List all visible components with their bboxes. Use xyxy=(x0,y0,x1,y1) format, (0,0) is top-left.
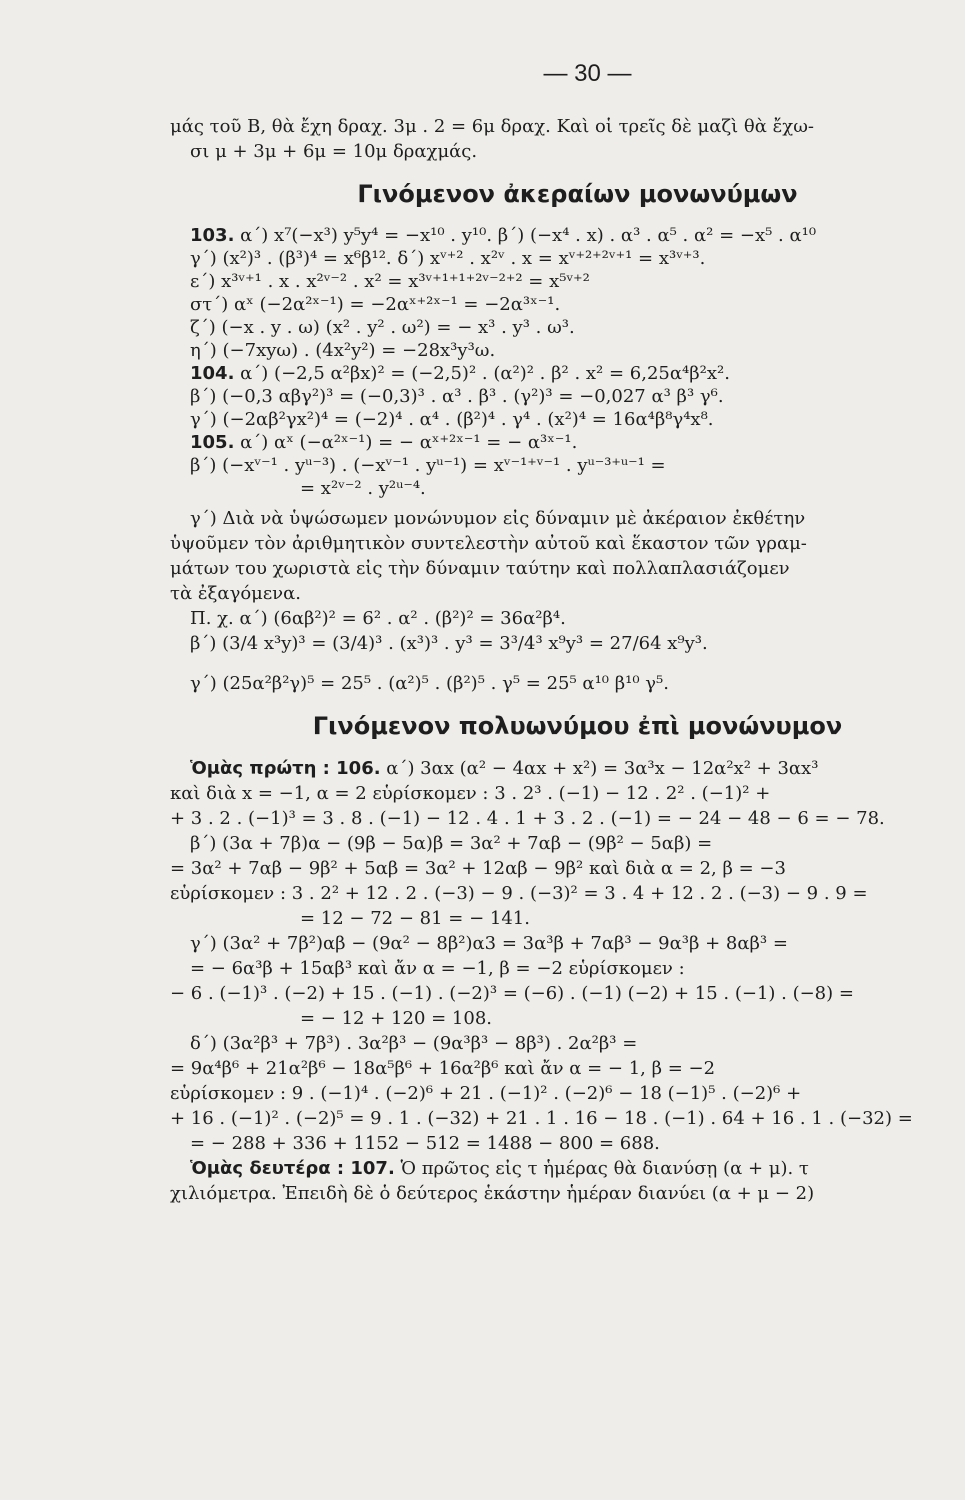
equation-text: ζ΄) (−x . y . ω) (x² . y² . ω²) = − x³ . y³ . ω³. xyxy=(190,317,575,338)
exercise-number: 103. xyxy=(190,225,235,246)
equation-text: γ΄) (−2αβ²γx²)⁴ = (−2)⁴ . α⁴ . (β²)⁴ . γ⁴ . (x²)⁴ = 16α⁴β⁸γ⁴x⁸. xyxy=(190,409,714,430)
equation-line xyxy=(170,831,925,856)
equation-line xyxy=(170,477,925,500)
equation-text: = 9α⁴β⁶ + 21α²β⁶ − 18α⁵β⁶ + 16α²β⁶ καὶ ἄν α = − 1, β = −2 xyxy=(170,1058,716,1079)
paragraph-line: μάτων του χωριστὰ εἰς τὴν δύναμιν ταύτην καὶ πολλαπλασιάζομεν xyxy=(170,558,790,579)
paragraph-line: γ΄) Διὰ νὰ ὑψώσωμεν μονώνυμον εἰς δύναμιν μὲ ἀκέραιον ἐκθέτην xyxy=(190,508,806,529)
group-label: Ὁμὰς δευτέρα : 107. xyxy=(190,1158,395,1179)
exercise-block-106-107 xyxy=(170,756,925,1206)
equation-line xyxy=(170,1031,925,1056)
equation-text: + 16 . (−1)² . (−2)⁵ = 9 . 1 . (−32) + 21 . 1 . 16 − 18 . (−1) . 64 + 16 . 1 . (−32) = xyxy=(170,1108,913,1129)
equation-line xyxy=(170,408,925,431)
equation-text: = 12 − 72 − 81 = − 141. xyxy=(300,908,530,929)
equation-line xyxy=(170,931,925,956)
examples-block xyxy=(170,606,925,696)
equation-text: γ΄) (x²)³ . (β³)⁴ = x⁶β¹². δ΄) xᵛ⁺² . x²ᵛ . x = xᵛ⁺²⁺²ᵛ⁺¹ = x³ᵛ⁺³. xyxy=(190,248,706,269)
equation-line xyxy=(170,781,925,806)
equation-text: δ΄) (3α²β³ + 7β³) . 3α²β³ − (9α³β³ − 8β³) . 2α²β³ = xyxy=(190,1033,638,1054)
exercise-number: 104. xyxy=(190,363,235,384)
equation-line xyxy=(170,431,925,454)
equation-text: = − 6α³β + 15αβ³ καὶ ἄν α = −1, β = −2 εὑρίσκομεν : xyxy=(190,958,685,979)
intro-line-2: σι μ + 3μ + 6μ = 10μ δραχμάς. xyxy=(190,141,478,162)
page-number: — 30 — xyxy=(543,60,632,87)
section-heading-polynomial: Γινόμενον πολυωνύμου ἐπὶ μονώνυμον xyxy=(312,712,843,740)
equation-text: = − 12 + 120 = 108. xyxy=(300,1008,492,1029)
equation-text: Ὁ πρῶτος εἰς τ ἡμέρας θὰ διανύσῃ (α + μ). τ xyxy=(394,1158,809,1179)
equation-text: α΄) (−2,5 α²βx)² = (−2,5)² . (α²)² . β² . x² = 6,25α⁴β²x². xyxy=(234,363,730,384)
equation-line xyxy=(170,756,925,781)
example-line: Π. χ. α΄) (6αβ²)² = 6² . α² . (β²)² = 36α²β⁴. xyxy=(190,608,566,629)
equation-line xyxy=(170,339,925,362)
equation-line xyxy=(170,956,925,981)
equation-line xyxy=(170,385,925,408)
equation-text: καὶ διὰ x = −1, α = 2 εὑρίσκομεν : 3 . 2³ . (−1) − 12 . 2² . (−1)² + xyxy=(170,783,771,804)
equation-line xyxy=(170,881,925,906)
intro-line-1: μάς τοῦ Β, θὰ ἔχη δραχ. 3μ . 2 = 6μ δραχ. Καὶ οἱ τρεῖς δὲ μαζὶ θὰ ἔχω- xyxy=(170,116,814,137)
equation-text: + 3 . 2 . (−1)³ = 3 . 8 . (−1) − 12 . 4 . 1 + 3 . 2 . (−1) = − 24 − 48 − 6 = − 78. xyxy=(170,808,885,829)
equation-text: στ΄) αˣ (−2α²ˣ⁻¹) = −2αˣ⁺²ˣ⁻¹ = −2α³ˣ⁻¹. xyxy=(190,294,561,315)
equation-line xyxy=(170,981,925,1006)
equation-text: α΄) x⁷(−x³) y⁵y⁴ = −x¹⁰ . y¹⁰. β΄) (−x⁴ . x) . α³ . α⁵ . α² = −x⁵ . α¹⁰ xyxy=(234,225,817,246)
equation-line xyxy=(170,247,925,270)
equation-line xyxy=(170,1006,925,1031)
equation-line xyxy=(170,1156,925,1181)
equation-text: εὑρίσκομεν : 9 . (−1)⁴ . (−2)⁶ + 21 . (−1)² . (−2)⁶ − 18 (−1)⁵ . (−2)⁶ + xyxy=(170,1083,802,1104)
group-label: Ὁμὰς πρώτη : 106. xyxy=(190,758,381,779)
equation-line xyxy=(170,270,925,293)
example-line: β΄) (3/4 x³y)³ = (3/4)³ . (x³)³ . y³ = 3³/4³ x⁹y³ = 27/64 x⁹y³. xyxy=(190,633,708,654)
exercise-block-103-105 xyxy=(170,224,925,500)
equation-line xyxy=(170,856,925,881)
equation-line xyxy=(170,1181,925,1206)
equation-line xyxy=(170,224,925,247)
equation-text: = − 288 + 336 + 1152 − 512 = 1488 − 800 = 688. xyxy=(190,1133,660,1154)
equation-line xyxy=(170,1056,925,1081)
equation-line xyxy=(170,1081,925,1106)
equation-line xyxy=(170,454,925,477)
equation-line xyxy=(170,806,925,831)
exercise-number: 105. xyxy=(190,432,235,453)
equation-line xyxy=(170,1131,925,1156)
equation-text: β΄) (3α + 7β)α − (9β − 5α)β = 3α² + 7αβ − (9β² − 5αβ) = xyxy=(190,833,713,854)
equation-text: − 6 . (−1)³ . (−2) + 15 . (−1) . (−2)³ = (−6) . (−1) (−2) + 15 . (−1) . (−8) = xyxy=(170,983,854,1004)
equation-text: η΄) (−7xyω) . (4x²y²) = −28x³y³ω. xyxy=(190,340,496,361)
example-line: γ΄) (25α²β²γ)⁵ = 25⁵ . (α²)⁵ . (β²)⁵ . γ⁵ = 25⁵ α¹⁰ β¹⁰ γ⁵. xyxy=(190,673,669,694)
equation-line xyxy=(170,293,925,316)
paragraph-line: τὰ ἐξαγόμενα. xyxy=(170,583,302,604)
paragraph-line: ὑψοῦμεν τὸν ἀριθμητικὸν συντελεστὴν αὐτοῦ καὶ ἕκαστον τῶν γραμ- xyxy=(170,533,807,554)
rule-paragraph xyxy=(170,506,925,606)
equation-text: α΄) αˣ (−α²ˣ⁻¹) = − αˣ⁺²ˣ⁻¹ = − α³ˣ⁻¹. xyxy=(234,432,578,453)
equation-text: = x²ᵛ⁻² . y²ᵘ⁻⁴. xyxy=(300,478,426,499)
equation-text: εὑρίσκομεν : 3 . 2² + 12 . 2 . (−3) − 9 . (−3)² = 3 . 4 + 12 . 2 . (−3) − 9 . 9 = xyxy=(170,883,868,904)
equation-line xyxy=(170,906,925,931)
equation-line xyxy=(170,1106,925,1131)
section-heading-monomials: Γινόμενον ἀκεραίων μονωνύμων xyxy=(357,180,798,208)
equation-text: ε΄) x³ᵛ⁺¹ . x . x²ᵛ⁻² . x² = x³ᵛ⁺¹⁺¹⁺²ᵛ⁻²⁺² = x⁵ᵛ⁺² xyxy=(190,271,590,292)
equation-text: χιλιόμετρα. Ἐπειδὴ δὲ ὁ δεύτερος ἑκάστην ἡμέραν διανύει (α + μ − 2) xyxy=(170,1183,815,1204)
equation-text: α΄) 3αx (α² − 4αx + x²) = 3α³x − 12α²x² + 3αx³ xyxy=(380,758,819,779)
equation-line xyxy=(170,316,925,339)
equation-text: β΄) (−xᵛ⁻¹ . yᵘ⁻³) . (−xᵛ⁻¹ . yᵘ⁻¹) = xᵛ⁻¹⁺ᵛ⁻¹ . yᵘ⁻³⁺ᵘ⁻¹ = xyxy=(190,455,666,476)
equation-text: β΄) (−0,3 αβγ²)³ = (−0,3)³ . α³ . β³ . (γ²)³ = −0,027 α³ β³ γ⁶. xyxy=(190,386,724,407)
equation-text: = 3α² + 7αβ − 9β² + 5αβ = 3α² + 12αβ − 9β² καὶ διὰ α = 2, β = −3 xyxy=(170,858,786,879)
equation-line xyxy=(170,362,925,385)
equation-text: γ΄) (3α² + 7β²)αβ − (9α² − 8β²)α3 = 3α³β + 7αβ³ − 9α³β + 8αβ³ = xyxy=(190,933,788,954)
